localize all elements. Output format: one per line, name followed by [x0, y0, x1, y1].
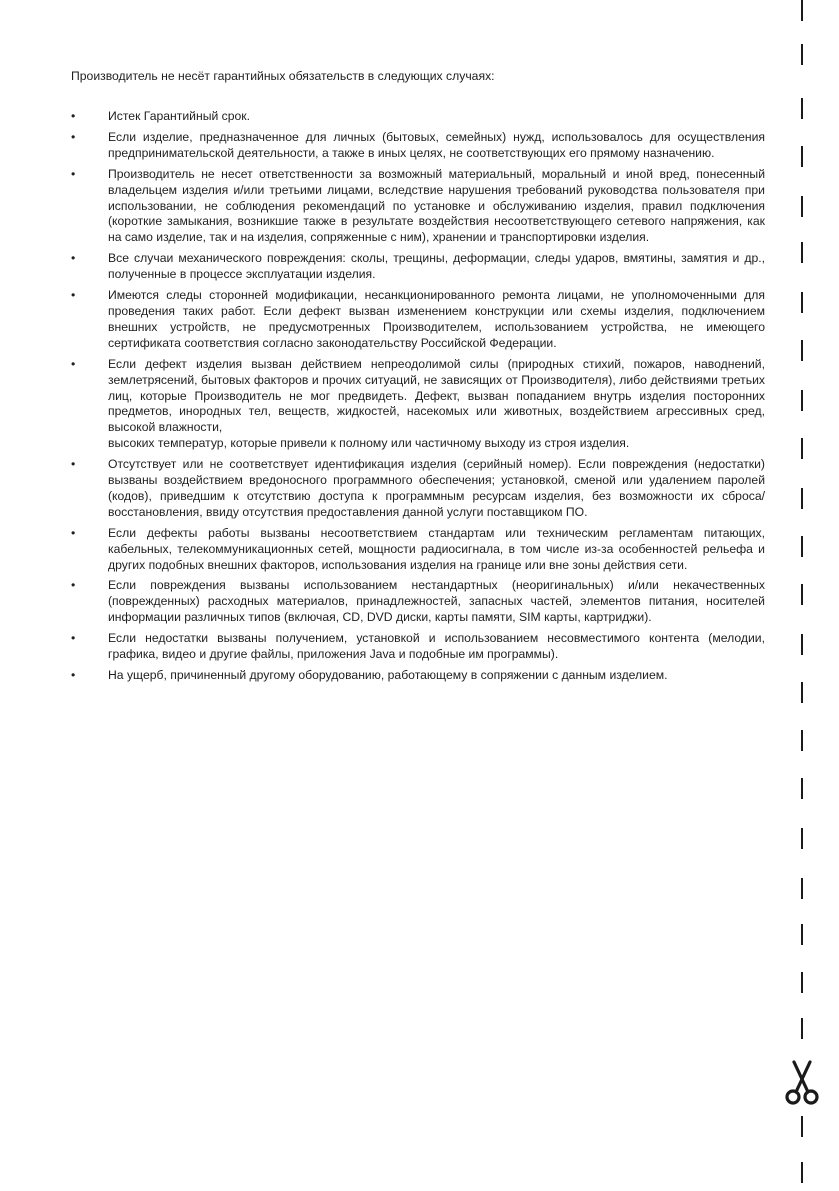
cut-line-dash: [801, 196, 803, 217]
cut-line-dash: [801, 242, 803, 263]
list-item-text: Отсутствует или не соответствует идентификация изделия (серийный номер). Если повреждения (недостатки) вызваны воздействием вредоносного программного обеспечения; установкой, сменой или удалением паролей (кодов), приведшим к отсутствию доступа к программным ресурсам изделия, без возможности их сброса/восстановления, ввиду отсутствия предоставления данной услуги поставщиком ПО.: [108, 457, 765, 519]
scissors-handle-left: [787, 1091, 799, 1103]
warranty-exclusions: [71, 68, 765, 689]
list-item-text: На ущерб, причиненный другому оборудованию, работающему в сопряжении с данным изделием.: [108, 668, 668, 682]
cut-line-dash: [801, 44, 803, 65]
list-item: [71, 526, 765, 574]
cut-line-dash: [801, 828, 803, 849]
scissors-handle-right: [805, 1091, 817, 1103]
scissors-blade-right: [796, 1062, 810, 1092]
list-item-text: Если повреждения вызваны использованием нестандартных (неоригинальных) и/или некачественных (поврежденных) расходных материалов, принадлежностей, запасных частей, элементов питания, носителей информации различных типов (включая, CD, DVD диски, карты памяти, SIM карты, картриджи).: [108, 578, 765, 625]
bullet: •: [71, 251, 76, 266]
cut-line-dash: [801, 730, 803, 751]
cut-line-dash: [801, 536, 803, 557]
cut-line-dash: [801, 438, 803, 459]
bullet: •: [71, 166, 76, 181]
list-item-text: Истек Гарантийный срок.: [108, 109, 251, 123]
bullet: •: [71, 356, 76, 371]
list-item: [71, 668, 765, 684]
list-item: [71, 251, 765, 283]
cut-line-dash: [801, 0, 803, 21]
scissors-icon: [782, 1060, 822, 1106]
list-item-text: Все случаи механического повреждения: сколы, трещины, деформации, следы ударов, вмятины, замятия и др., полученные в процессе эксплуатации изделия.: [108, 251, 765, 282]
list-item: [71, 357, 765, 452]
cut-line-dash: [801, 340, 803, 361]
intro-text: Производитель не несёт гарантийных обязательств в следующих случаях:: [71, 69, 495, 83]
bullet: •: [71, 129, 76, 144]
list-item-text: Если дефекты работы вызваны несоответствием стандартам или техническим регламентам питающих, кабельных, телекоммуникационных сетей, мощности радиосигнала, в том числе из-за особенностей рельефа и других подобных внешних факторов, использования изделия на границе или вне зоны действия сети.: [108, 525, 765, 572]
bullet: •: [71, 668, 76, 682]
list-item: [71, 578, 765, 626]
list-item-text: Если дефект изделия вызван действием непреодолимой силы (природных стихий, пожаров, наводнений, землетрясений, бытовых факторов и прочих ситуаций, не зависящих от Производителя), либо действиями третьих лиц, которые Производитель не мог предвидеть. Дефект, вызван попаданием внутрь изделия посторонних предметов, инородных тел, веществ, жидкостей, насекомых или животных, воздействием агрессивных сред, высокой влажности,: [108, 356, 765, 435]
cut-line-dash: [801, 878, 803, 899]
cut-line: [798, 0, 806, 1191]
list-item: [71, 130, 765, 162]
bullet: •: [71, 631, 76, 646]
list-item-text: Если изделие, предназначенное для личных (бытовых, семейных) нужд, использовалось для осуществления предпринимательской деятельности, а также в иных целях, не соответствующих его прямому назначению.: [108, 129, 765, 160]
cut-line-dash: [801, 146, 803, 167]
bullet: •: [71, 525, 76, 540]
cut-line-dash: [801, 778, 803, 799]
list-item-text: Производитель не несет ответственности за возможный материальный, моральный и иной вред, понесенный владельцем изделия и/или третьими лицами, вследствие нарушения требований руководства пользователя при использовании, не соблюдения рекомендаций по установке и обслуживанию изделия, правил подключения (короткие замыкания, возникшие также в результате воздействия несоответствующего сетевого напряжения, как на само изделие, так и на изделия, сопряженные с ним), хранении и транспортировки изделия.: [108, 166, 765, 245]
cut-line-dash: [801, 488, 803, 509]
list-item-continuation: высоких температур, которые привели к полному или частичному выходу из строя изделия.: [108, 436, 630, 451]
cut-line-dash: [801, 924, 803, 945]
list-item: [71, 288, 765, 352]
list-item: [71, 167, 765, 247]
bullet: •: [71, 578, 76, 593]
cut-line-dash: [801, 972, 803, 993]
cut-line-dash: [801, 682, 803, 703]
list-item-text: Если недостатки вызваны получением, установкой и использованием несовместимого контента (мелодии, графика, видео и другие файлы, приложения Java и подобные им программы).: [108, 631, 765, 662]
scissors-blade-left: [794, 1062, 808, 1092]
list-item: [71, 457, 765, 521]
list-item: [71, 109, 765, 125]
cut-line-dash: [801, 1116, 803, 1137]
cut-line-dash: [801, 1018, 803, 1039]
cut-line-dash: [801, 1162, 803, 1183]
cut-line-dash: [801, 98, 803, 119]
bullet: •: [71, 457, 76, 472]
cut-line-dash: [801, 584, 803, 605]
list-item-text: Имеются следы сторонней модификации, несанкционированного ремонта лицами, не уполномоченными для проведения таких работ. Если дефект вызван изменением конструкции или схемы изделия, подключением внешних устройств, не предусмотренных Производителем, использованием устройства, не имеющего сертификата соответствия согласно законодательству Российской Федерации.: [108, 288, 765, 350]
cut-line-dash: [801, 292, 803, 313]
bullet: •: [71, 109, 76, 123]
cut-line-dash: [801, 390, 803, 411]
exclusions-list: [71, 109, 765, 684]
cut-line-dash: [801, 634, 803, 655]
bullet: •: [71, 288, 76, 303]
list-item: [71, 631, 765, 663]
